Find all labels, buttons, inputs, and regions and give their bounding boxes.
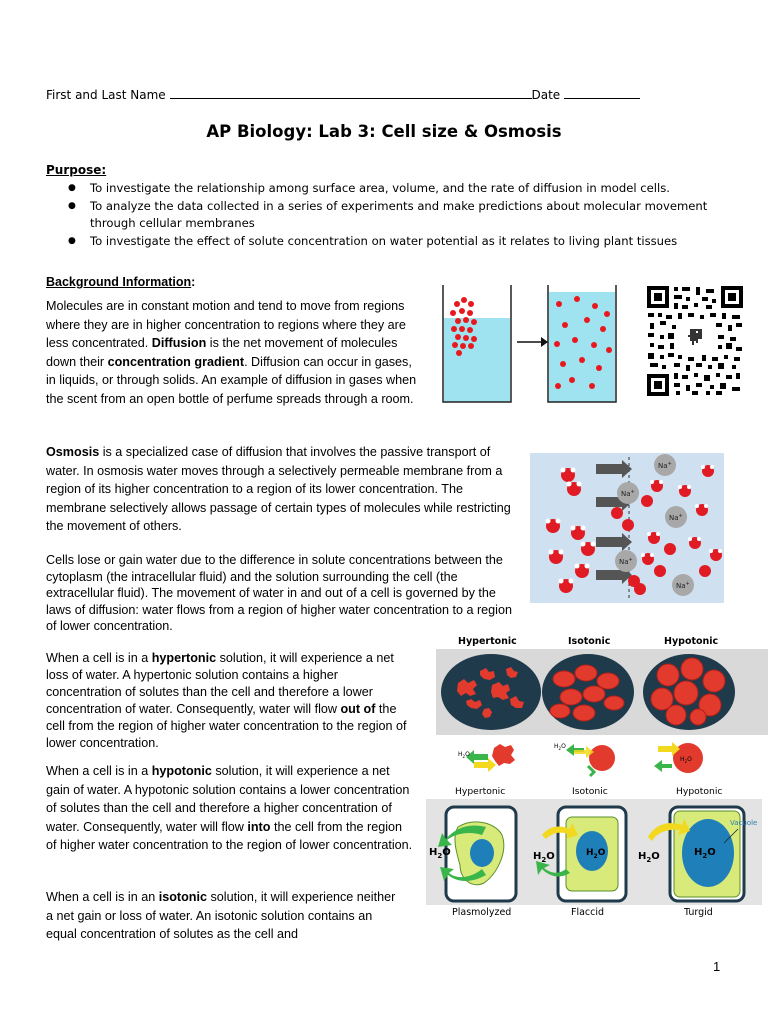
sodium-label: Na+ bbox=[669, 513, 683, 522]
water-out-arrow bbox=[654, 760, 672, 772]
purpose-heading: Purpose: bbox=[46, 163, 107, 177]
vacuole-label: Vacuole bbox=[730, 819, 758, 827]
water-label: $H_2O$ bbox=[586, 848, 606, 860]
purpose-item: ● To analyze the data collected in a series of experiments and make predictions about molecular movement through cellular membranes bbox=[46, 198, 736, 233]
name-field[interactable] bbox=[170, 86, 532, 99]
water-label: $H_2O$ bbox=[638, 851, 660, 864]
small-cell-isotonic bbox=[589, 745, 615, 771]
water-label: $H_2O$ bbox=[458, 751, 470, 759]
water-label: $H_2O$ bbox=[429, 847, 451, 860]
page-title: AP Biology: Lab 3: Cell size & Osmosis bbox=[206, 122, 562, 141]
water-label: $H_2O$ bbox=[680, 756, 692, 764]
sodium-label: Na+ bbox=[619, 557, 633, 566]
small-rbc-label-row bbox=[436, 786, 768, 800]
paragraph-diffusion: Molecules are in constant motion and tend to move from regions where they are in higher concentration to regions where they are less concentrated. Diffusion is the net movement of molecules down their concentration gradient. Diffusion can occur in gases, in liquids, or through solids. An example of diffusion in gases when the scent from an open bottle of perfume spreads through a room. bbox=[46, 299, 417, 406]
qr-code bbox=[646, 285, 744, 397]
paragraph-cells: Cells lose or gain water due to the difference in solute concentrations between the cytoplasm (the intracellular fluid) and the solution surrounding the cell (the extracellular fluid). The movement of water in and out of a cell is governed by the laws of diffusion: water flows from a region of higher water concentration to a region of lower concentration. bbox=[46, 553, 512, 634]
name-date-line bbox=[46, 86, 640, 102]
purpose-item: ● To investigate the effect of solute concentration on water potential as it relates to living plant tissues bbox=[46, 233, 736, 251]
date-field[interactable] bbox=[564, 86, 640, 99]
sodium-label: Na+ bbox=[658, 461, 672, 470]
sodium-label: Na+ bbox=[621, 489, 635, 498]
purpose-list bbox=[46, 180, 736, 250]
small-cell-hypertonic bbox=[492, 744, 515, 766]
paragraph-hypertonic: When a cell is in a hypertonic solution, it will experience a net loss of water. A hypertonic solution contains a higher concentration of solutes than the cell and therefore a lower concentration of water. Consequently, water will flow out of the cell from the region of higher water concentration to the region of lower concentration. bbox=[46, 651, 407, 750]
rbc-water-flow-figure bbox=[436, 736, 768, 782]
purpose-item: ● To investigate the relationship among surface area, volume, and the rate of diffusion in model cells. bbox=[46, 180, 736, 198]
diffusion-beakers-figure bbox=[437, 282, 632, 405]
rbc-tonicity-figure bbox=[436, 649, 768, 735]
rbc-label-hypotonic: Hypotonic bbox=[664, 636, 719, 647]
plant-label-turgid: Turgid bbox=[684, 907, 713, 918]
sodium-label: Na+ bbox=[676, 581, 690, 590]
arrow-head bbox=[541, 337, 548, 347]
rbc-label-isotonic: Isotonic bbox=[568, 636, 611, 647]
vacuole-plasmolyzed bbox=[470, 839, 494, 867]
osmosis-membrane-figure bbox=[530, 453, 724, 603]
water-label: $H_2O$ bbox=[694, 847, 716, 860]
water-out-arrow bbox=[588, 766, 594, 776]
paragraph-hypotonic: When a cell is in a hypotonic solution, it will experience a net gain of water. A hypotonic solution contains a lower concentration of solutes than the cell and therefore a higher concentration of water. Consequently, water will flow into the cell from the region of higher water concentration to the region of lower concentration. bbox=[46, 764, 413, 853]
plant-cell-figure bbox=[426, 799, 762, 905]
name-label: First and Last Name bbox=[46, 88, 166, 102]
background-heading: Background Information: bbox=[46, 275, 196, 289]
rbc-label-hypertonic: Hypertonic bbox=[458, 636, 517, 647]
plant-label-row bbox=[426, 907, 762, 921]
paragraph-isotonic: When a cell is in an isotonic solution, it will experience neither a net gain or loss of water. An isotonic solution contains an equal concentration of solutes as the cell and bbox=[46, 890, 396, 942]
plant-label-flaccid: Flaccid bbox=[571, 907, 605, 918]
paragraph-osmosis: Osmosis is a specialized case of diffusion that involves the passive transport of water. In osmosis water moves through a selectively permeable membrane from a region of its higher concentration to a region of its lower concentration. The membrane selectively allows passage of certain types of molecules while restricting the movement of others. bbox=[46, 445, 511, 534]
small-label-hypotonic: Hypotonic bbox=[676, 786, 723, 797]
water-label: $H_2O$ bbox=[533, 851, 555, 864]
water-label: $H_2O$ bbox=[554, 743, 566, 751]
small-label-isotonic: Isotonic bbox=[572, 786, 608, 797]
water-in-arrow bbox=[474, 758, 496, 772]
plant-label-plasmolyzed: Plasmolyzed bbox=[452, 907, 512, 918]
date-label: Date bbox=[531, 88, 561, 102]
page-number: 1 bbox=[713, 959, 721, 974]
small-label-hypertonic: Hypertonic bbox=[455, 786, 506, 797]
